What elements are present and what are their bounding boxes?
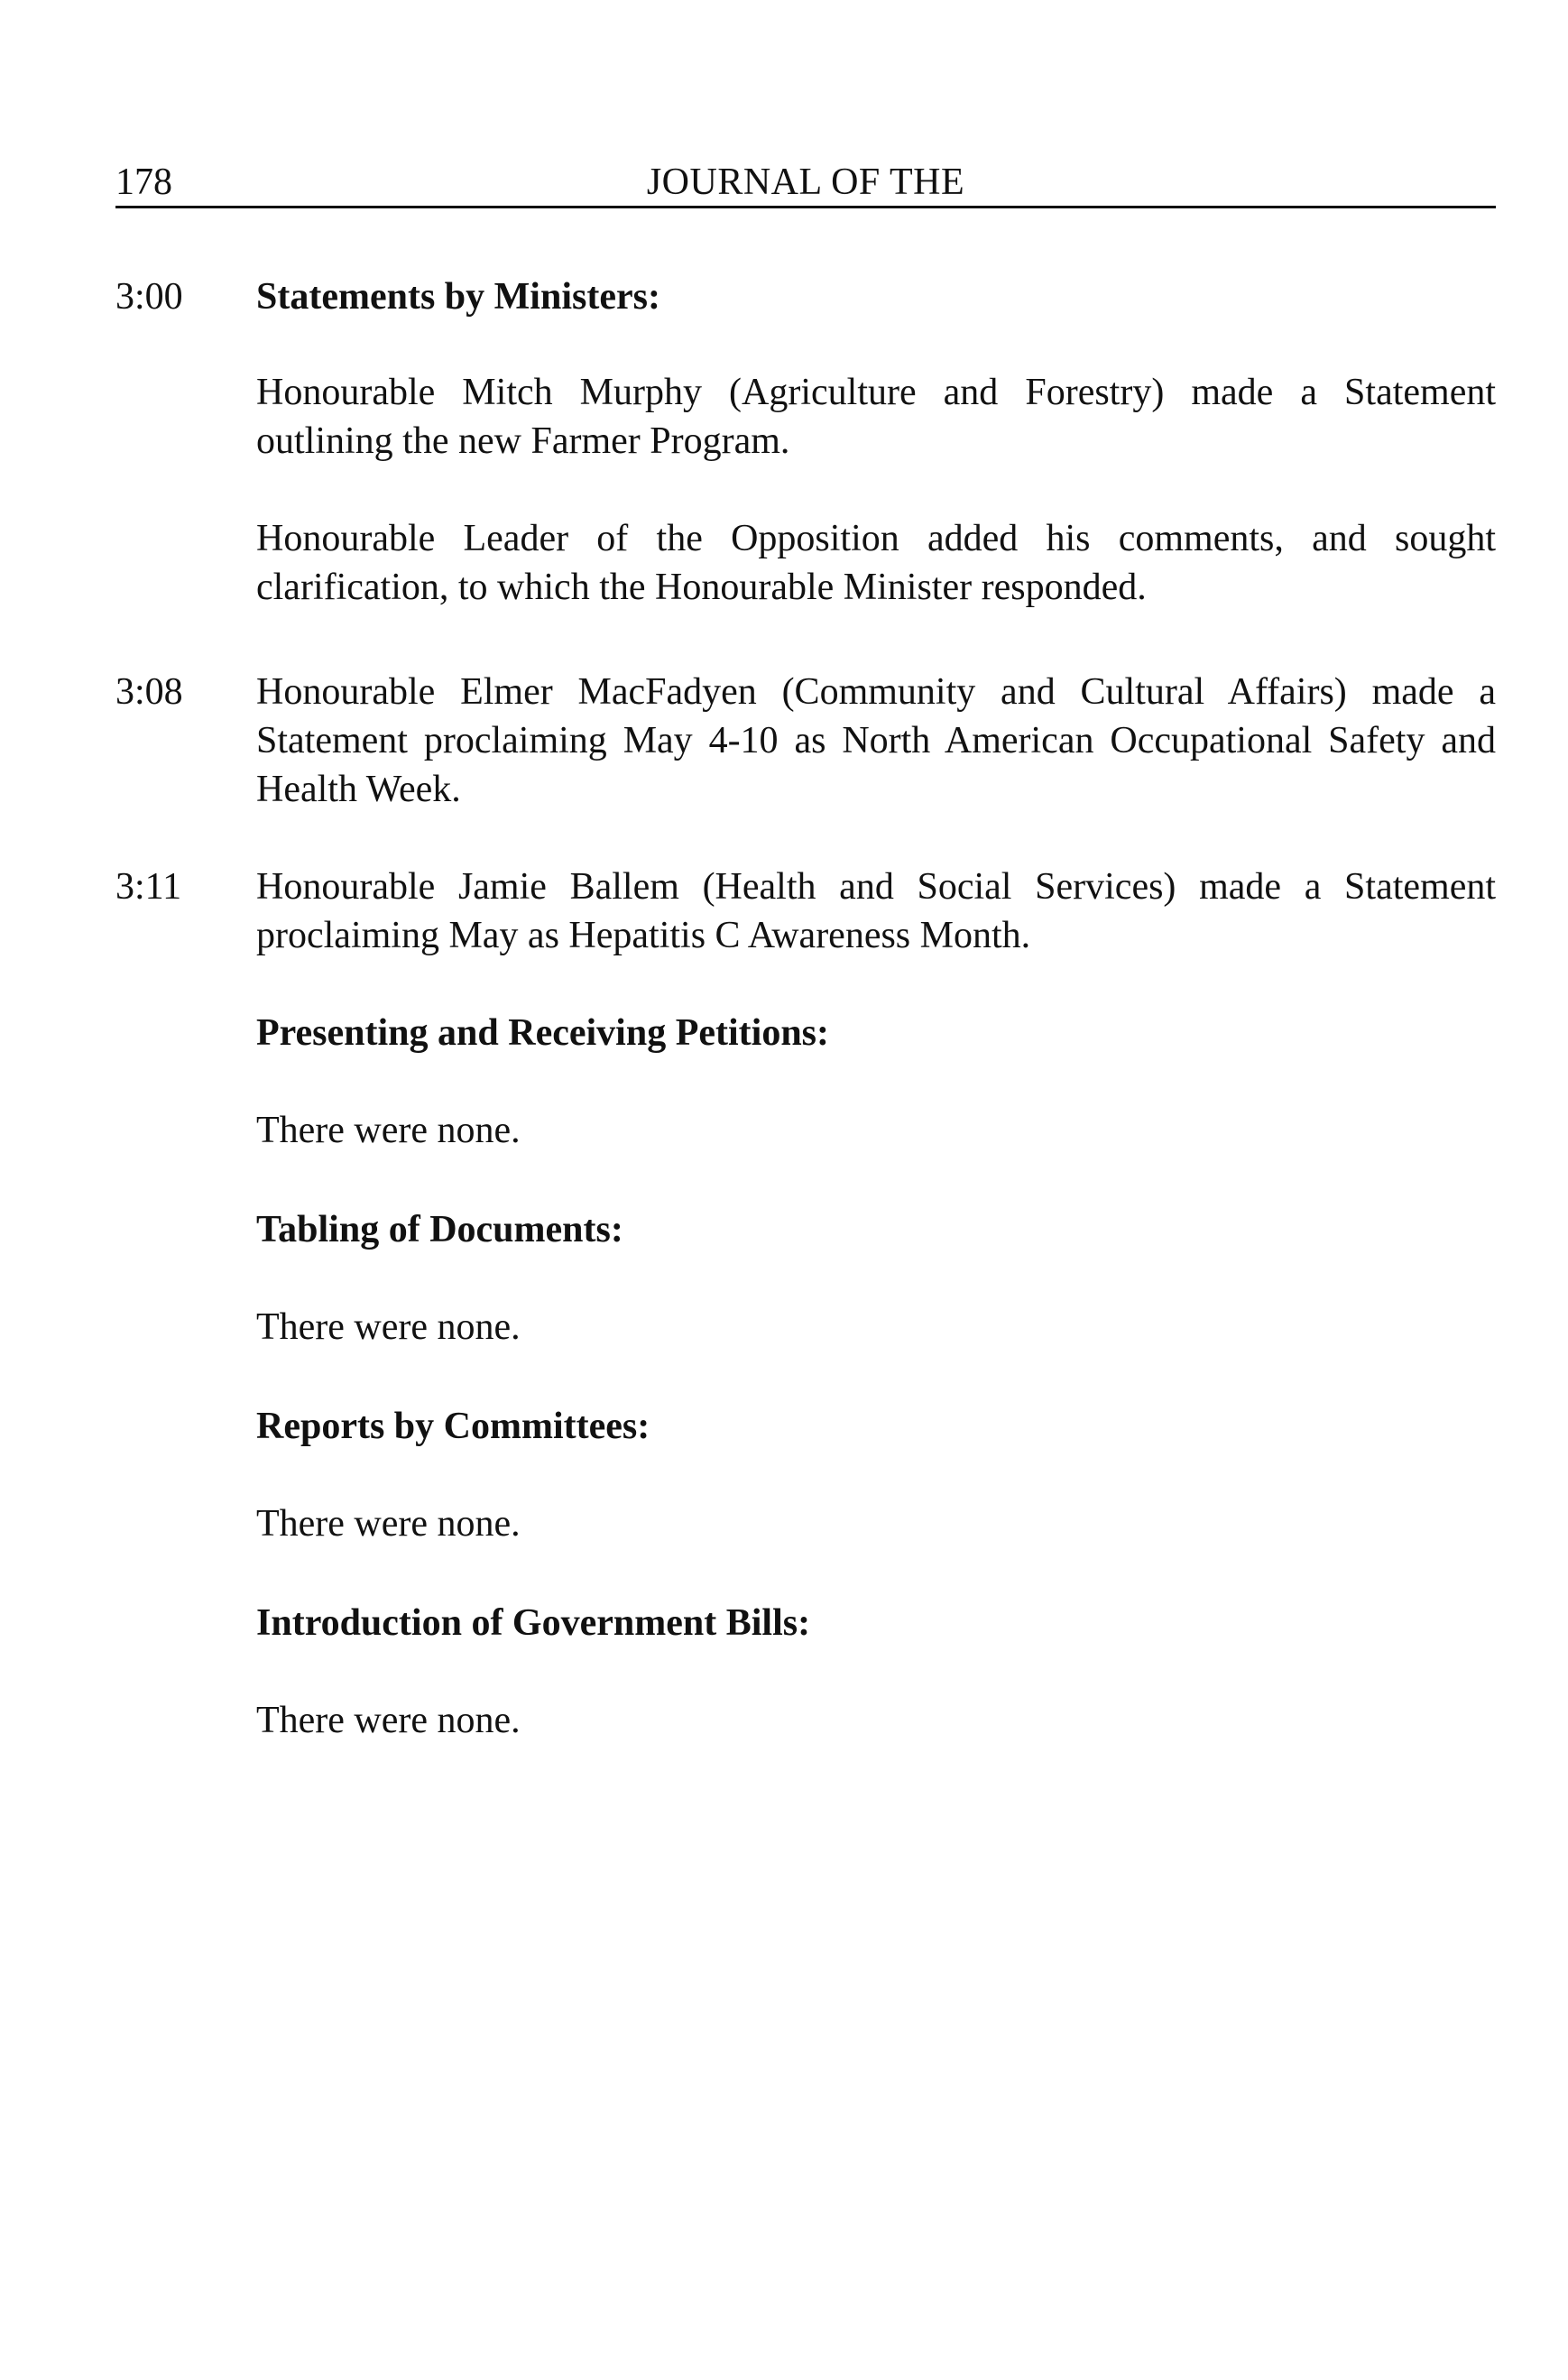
- page-number: 178: [115, 161, 172, 203]
- section-heading-tabling: Tabling of Documents:: [256, 1209, 623, 1250]
- time-stamp: 3:08: [115, 671, 183, 713]
- section-heading-petitions: Presenting and Receiving Petitions:: [256, 1012, 830, 1054]
- paragraph-ballem-statement: Honourable Jamie Ballem (Health and Social Services) made a Statement proclaiming May as Hepatitis C Awareness Month.: [256, 866, 1496, 956]
- paragraph-opposition-response: Honourable Leader of the Opposition added his comments, and sought clarification, to which the Honourable Minister responded.: [256, 518, 1496, 608]
- paragraph-committees-none: There were none.: [256, 1503, 521, 1545]
- paragraph-murphy-statement: Honourable Mitch Murphy (Agriculture and Forestry) made a Statement outlining the new Farmer Program.: [256, 372, 1496, 462]
- running-head: JOURNAL OF THE: [646, 161, 965, 203]
- paragraph-bills-none: There were none.: [256, 1700, 521, 1741]
- page-header: [115, 159, 1496, 208]
- section-heading-bills: Introduction of Government Bills:: [256, 1602, 811, 1644]
- paragraph-macfadyen-statement: Honourable Elmer MacFadyen (Community and Cultural Affairs) made a Statement proclaiming May 4-10 as North American Occupational Safety and Health Week.: [256, 671, 1496, 810]
- paragraph-petitions-none: There were none.: [256, 1110, 521, 1151]
- time-stamp: 3:11: [115, 866, 182, 908]
- paragraph-tabling-none: There were none.: [256, 1306, 521, 1348]
- section-heading-committees: Reports by Committees:: [256, 1406, 650, 1447]
- section-heading-statements: Statements by Ministers:: [256, 276, 660, 318]
- time-stamp: 3:00: [115, 276, 183, 318]
